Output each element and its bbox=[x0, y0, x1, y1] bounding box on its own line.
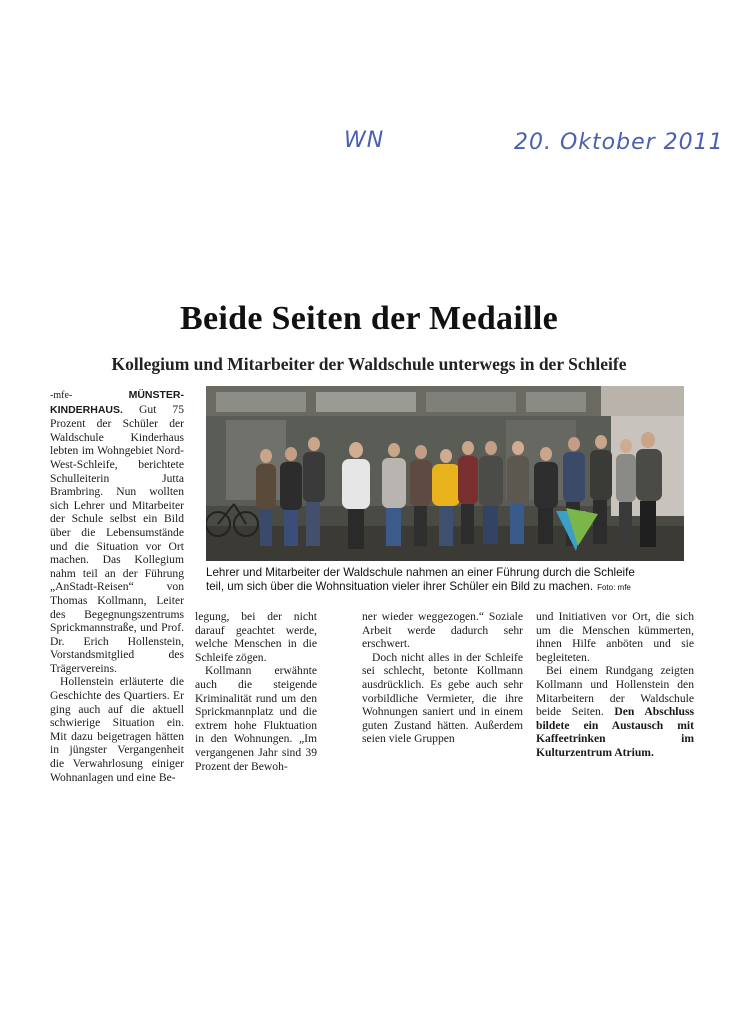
caption-line bbox=[206, 580, 684, 595]
group-photo-illustration bbox=[206, 386, 684, 561]
paragraph-text: Gut 75 Prozent der Schüler der Waldschule Kinderhaus lebten im Wohngebiet Nord-West-Schleife, berichtete Schulleiterin Jutta Brambring. Nun wollten sich Lehrer und Mitarbeiter der Schule selbst ein Bild über die Lebensumstände und die Situation vor Ort machen. Das Kollegium nahm teil an der Führung „AnStadt-Reisen“ von Thomas Kollmann, Leiter des Begegnungszentrums Sprickmannstraße, und Prof. Dr. Erich Hollenstein, Vorstandsmitglied des Trägervereins. bbox=[50, 402, 184, 675]
dateline: MÜNSTER-KINDERHAUS. bbox=[50, 389, 184, 416]
paragraph: Hollenstein erläuterte die Geschichte des Quartiers. Er ging auch auf die aktuell schwierige Situation ein. Mit dazu beigetragen hätten in jüngster Vergangenheit die Verwahrlosung einiger Wohnanlagen und eine Be- bbox=[50, 675, 184, 784]
caption-line: Lehrer und Mitarbeiter der Waldschule nahmen an einer Führung durch die Schleife bbox=[206, 566, 635, 579]
paragraph bbox=[536, 664, 694, 759]
article-column-1 bbox=[50, 388, 184, 784]
article-column-3 bbox=[362, 610, 523, 746]
caption-text: teil, um sich über die Wohnsituation vieler ihrer Schüler ein Bild zu machen. bbox=[206, 580, 594, 593]
lead-paragraph bbox=[50, 388, 184, 675]
photo-credit: Foto: mfe bbox=[597, 583, 631, 592]
handwritten-source-note: WN bbox=[344, 128, 385, 153]
article-subheadline: Kollegium und Mitarbeiter der Waldschule unterwegs in der Schleife bbox=[111, 354, 627, 374]
photo-caption bbox=[206, 566, 684, 595]
paragraph: Kollmann erwähnte auch die steigende Kriminalität rund um den Sprickmannplatz und die extrem hohe Fluktuation in den Wohnungen. „Im vergangenen Jahr sind 39 Prozent der Bewoh- bbox=[195, 664, 317, 773]
article-headline: Beide Seiten der Medaille bbox=[180, 300, 558, 337]
group-photo bbox=[206, 386, 684, 561]
closing-sentence: Den Abschluss bildete ein Austausch mit Kaffeetrinken im Kulturzentrum Atrium. bbox=[536, 705, 694, 759]
handwritten-date-note: 20. Oktober 2011 bbox=[514, 130, 724, 155]
paragraph: ner wieder weggezogen.“ Soziale Arbeit werde dadurch sehr erschwert. bbox=[362, 610, 523, 651]
paragraph: legung, bei der nicht darauf geachtet werde, welche Menschen in die Schleife zögen. bbox=[195, 610, 317, 664]
paragraph: Doch nicht alles in der Schleife sei schlecht, betonte Kollmann ausdrücklich. Es gebe auch sehr vorbildliche Vermieter, die ihre Wohnungen saniert und in einem guten Zustand hätten. Außerdem seien viele Gruppen bbox=[362, 650, 523, 746]
article-column-2 bbox=[195, 610, 317, 773]
article-column-4 bbox=[536, 610, 694, 760]
paragraph: und Initiativen vor Ort, die sich um die Menschen kümmerten, ihnen Hilfe anböten und sie begleiteten. bbox=[536, 610, 694, 664]
paragraph-text: Bei einem Rundgang zeigten Kollmann und Hollenstein den Mitarbeitern der Waldschule beide Seiten. bbox=[536, 664, 694, 719]
author-tag: -mfe- bbox=[50, 390, 73, 401]
